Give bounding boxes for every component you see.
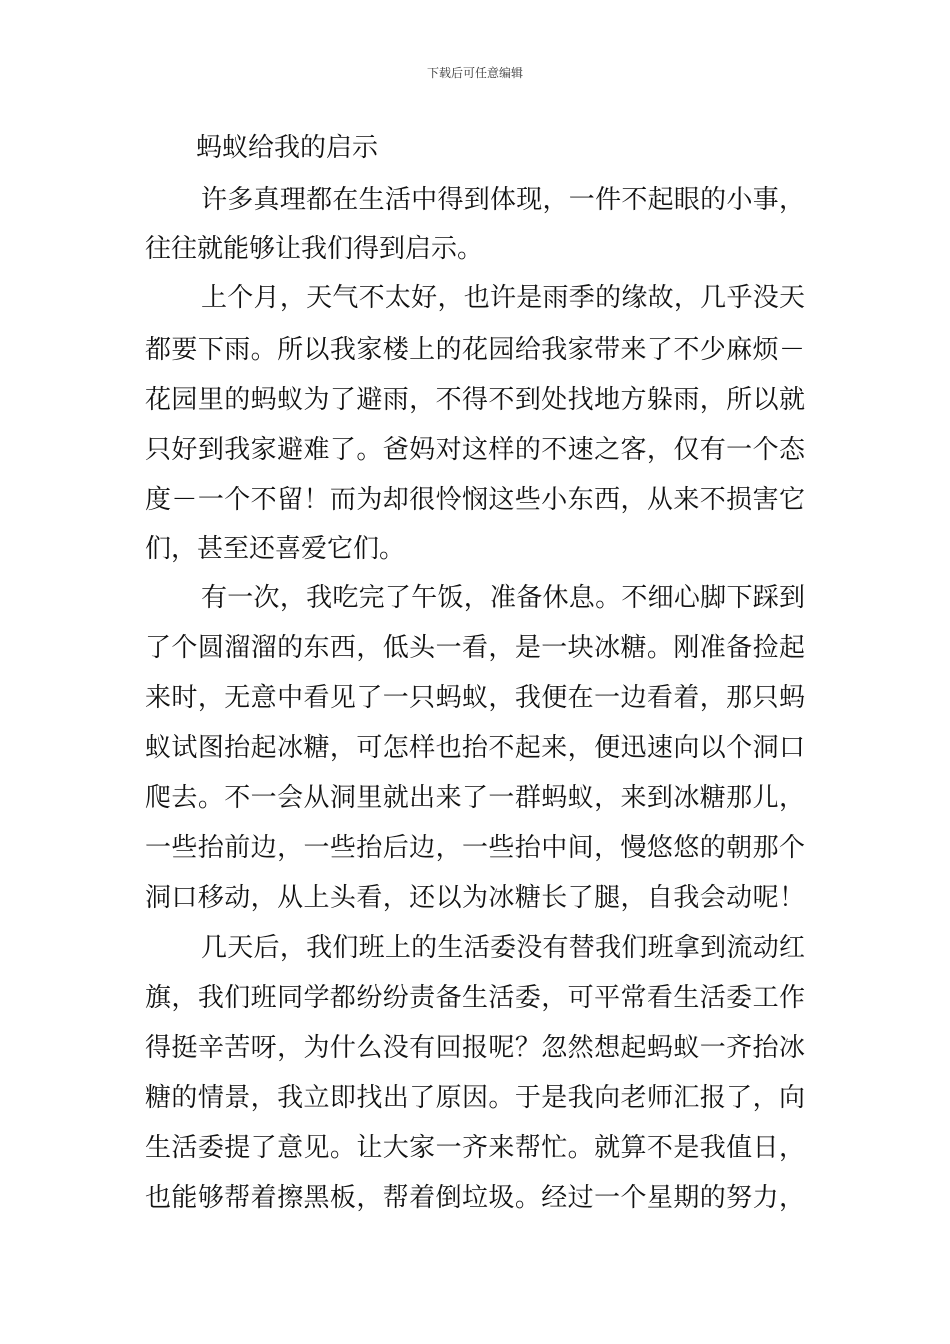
page-header: 下载后可任意编辑 — [426, 66, 523, 80]
paragraph-line: 花园里的蚂蚁为了避雨，不得不到处找地方躲雨，所以就 — [145, 385, 805, 415]
paragraph-line: 旗，我们班同学都纷纷责备生活委，可平常看生活委工作 — [145, 983, 805, 1013]
paragraph-line: 许多真理都在生活中得到体现，一件不起眼的小事， — [201, 185, 805, 215]
document-title: 蚂蚁给我的启示 — [196, 133, 379, 163]
paragraph-line: 也能够帮着擦黑板，帮着倒垃圾。经过一个星期的努力， — [145, 1183, 805, 1213]
paragraph-line: 来时，无意中看见了一只蚂蚁，我便在一边看着，那只蚂 — [145, 683, 805, 713]
paragraph-line: 生活委提了意见。让大家一齐来帮忙。就算不是我值日， — [145, 1133, 805, 1163]
paragraph-line: 了个圆溜溜的东西，低头一看，是一块冰糖。刚准备捡起 — [145, 633, 805, 663]
paragraph-line: 洞口移动，从上头看，还以为冰糖长了腿，自我会动呢！ — [145, 883, 805, 913]
paragraph-line: 上个月，天气不太好，也许是雨季的缘故，几乎没天 — [201, 283, 805, 313]
paragraph-line: 糖的情景，我立即找出了原因。于是我向老师汇报了，向 — [145, 1083, 805, 1113]
paragraph-line: 度－一个不留！而为却很怜悯这些小东西，从来不损害它 — [145, 485, 805, 515]
paragraph-line: 蚁试图抬起冰糖，可怎样也抬不起来，便迅速向以个洞口 — [145, 733, 805, 763]
paragraph-line: 爬去。不一会从洞里就出来了一群蚂蚁，来到冰糖那儿， — [145, 783, 805, 813]
paragraph-line: 往往就能够让我们得到启示。 — [145, 234, 484, 264]
paragraph-line: 们，甚至还喜爱它们。 — [145, 534, 406, 564]
paragraph-line: 一些抬前边，一些抬后边，一些抬中间，慢悠悠的朝那个 — [145, 833, 805, 863]
paragraph-line: 有一次，我吃完了午饭，准备休息。不细心脚下踩到 — [201, 583, 805, 613]
paragraph-line: 几天后，我们班上的生活委没有替我们班拿到流动红 — [201, 933, 805, 963]
paragraph-line: 只好到我家避难了。爸妈对这样的不速之客，仅有一个态 — [145, 435, 805, 465]
paragraph-line: 都要下雨。所以我家楼上的花园给我家带来了不少麻烦－ — [145, 335, 805, 365]
paragraph-line: 得挺辛苦呀，为什么没有回报呢？忽然想起蚂蚁一齐抬冰 — [145, 1033, 805, 1063]
